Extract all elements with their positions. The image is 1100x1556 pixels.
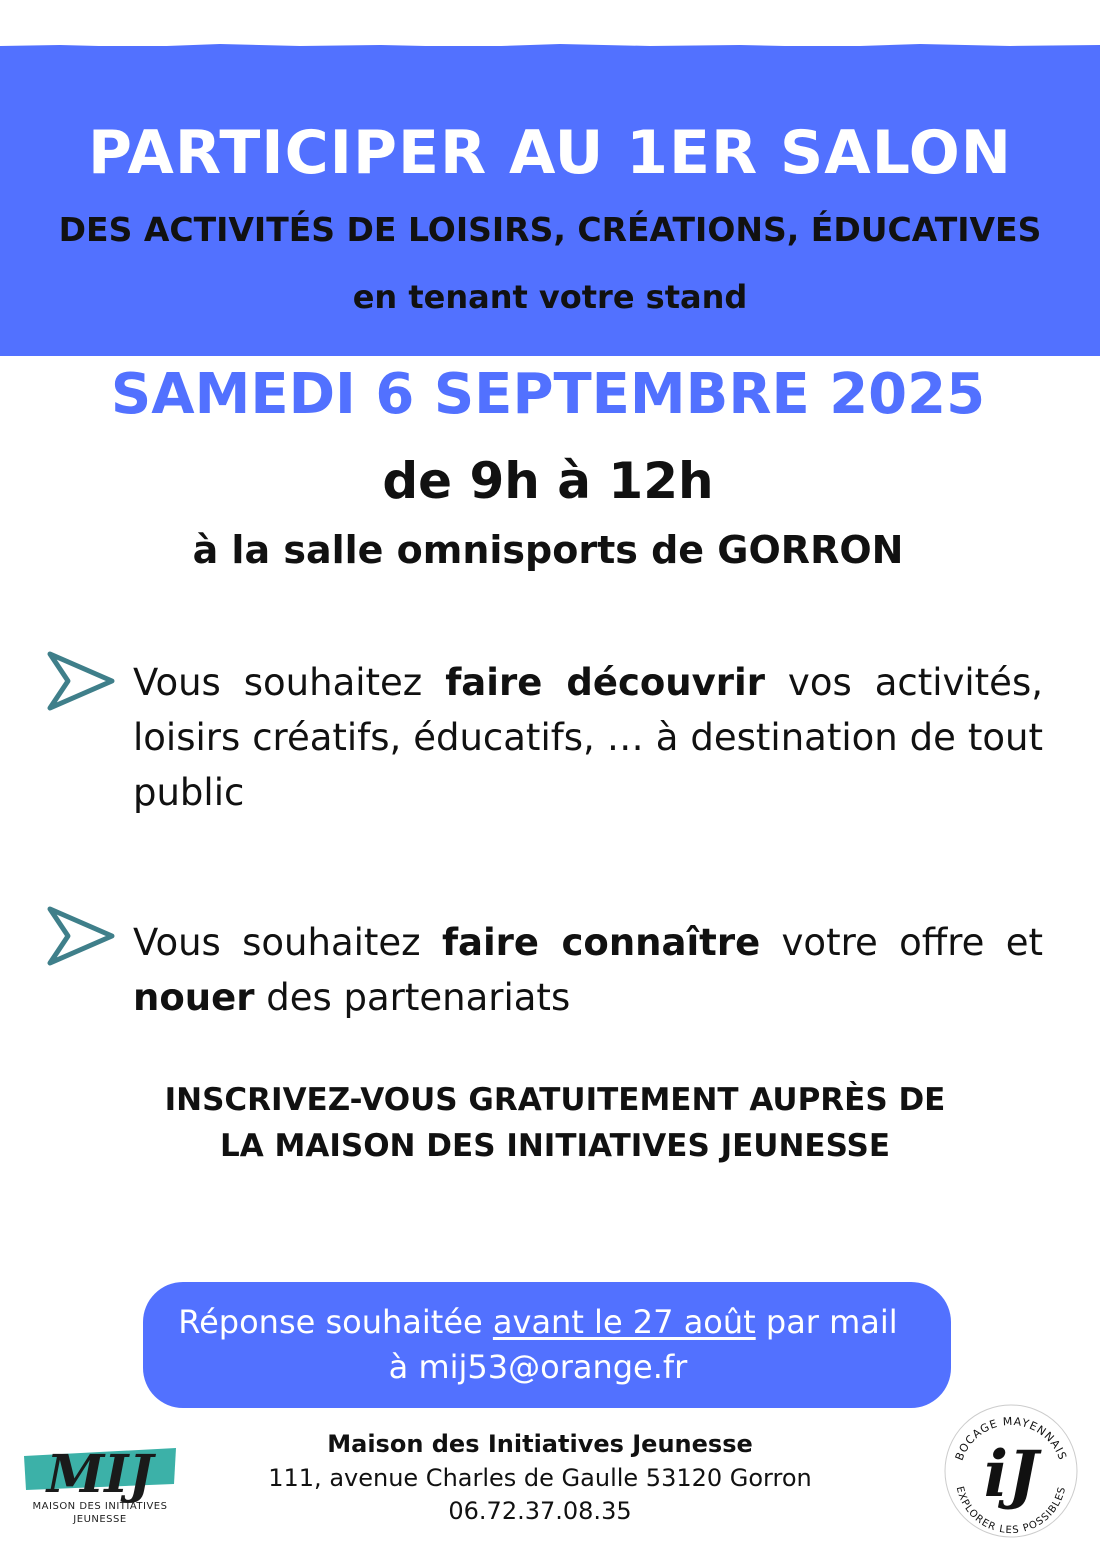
event-venue: à la salle omnisports de GORRON	[192, 528, 904, 572]
banner-title: PARTICIPER AU 1ER SALON	[87, 118, 1013, 188]
reply-deadline-line	[143, 1303, 933, 1341]
arrow-right-icon	[44, 650, 118, 712]
bullet-discover	[133, 655, 1043, 820]
banner-rough-edge-bottom	[0, 350, 1100, 360]
banner-subtitle: DES ACTIVITÉS DE LOISIRS, CRÉATIONS, ÉDUCATIVES	[58, 210, 1042, 249]
bullet-partnership-text-1: Vous souhaitez	[133, 921, 442, 964]
mij-caption-2: JEUNESSE	[73, 1514, 127, 1525]
footer-phone: 06.72.37.08.35	[448, 1497, 632, 1525]
cta-line-2: LA MAISON DES INITIATIVES JEUNESSE	[219, 1128, 891, 1164]
ij-logo-top-text: BOCAGE MAYENNAIS	[952, 1414, 1070, 1463]
reply-prefix: Réponse souhaitée	[178, 1303, 493, 1341]
arrow-right-icon	[44, 905, 118, 967]
ij-logo-bottom-text: EXPLORER LES POSSIBLES	[953, 1485, 1069, 1537]
mij-logo-text: MIJ	[46, 1444, 154, 1505]
cta-line-1: INSCRIVEZ-VOUS GRATUITEMENT AUPRÈS DE	[164, 1082, 946, 1118]
bullet-discover-text-2: vos activités, loisirs créatifs, éducatifs, … à destination de tout public	[133, 661, 1043, 814]
banner-tagline: en tenant votre stand	[352, 278, 748, 316]
bullet-partnership	[133, 915, 1043, 1025]
bullet-discover-emphasis: faire découvrir	[445, 661, 765, 704]
reply-box	[143, 1282, 951, 1408]
event-time: de 9h à 12h	[382, 452, 714, 510]
bullet-partnership-emphasis-1: faire connaître	[441, 921, 761, 964]
banner-rough-edge-top	[0, 40, 1100, 50]
bullet-partnership-text-2: votre offre et	[760, 921, 1043, 964]
event-date: SAMEDI 6 SEPTEMBRE 2025	[110, 362, 986, 427]
reply-email[interactable]: à mij53@orange.fr	[388, 1348, 688, 1386]
reply-suffix: par mail	[755, 1303, 898, 1341]
footer-address: 111, avenue Charles de Gaulle 53120 Gorron	[268, 1464, 812, 1492]
bullet-discover-text-1: Vous souhaitez	[133, 661, 446, 704]
ij-logo-mark: iJ	[983, 1437, 1039, 1512]
mij-caption-1: MAISON DES INITIATIVES	[32, 1501, 168, 1512]
reply-deadline: avant le 27 août	[492, 1303, 756, 1341]
bullet-partnership-text-3: des partenariats	[254, 976, 571, 1019]
footer-org-name: Maison des Initiatives Jeunesse	[327, 1430, 753, 1458]
ij-bocage-logo	[938, 1398, 1084, 1544]
bullet-partnership-emphasis-2: nouer	[133, 976, 255, 1019]
